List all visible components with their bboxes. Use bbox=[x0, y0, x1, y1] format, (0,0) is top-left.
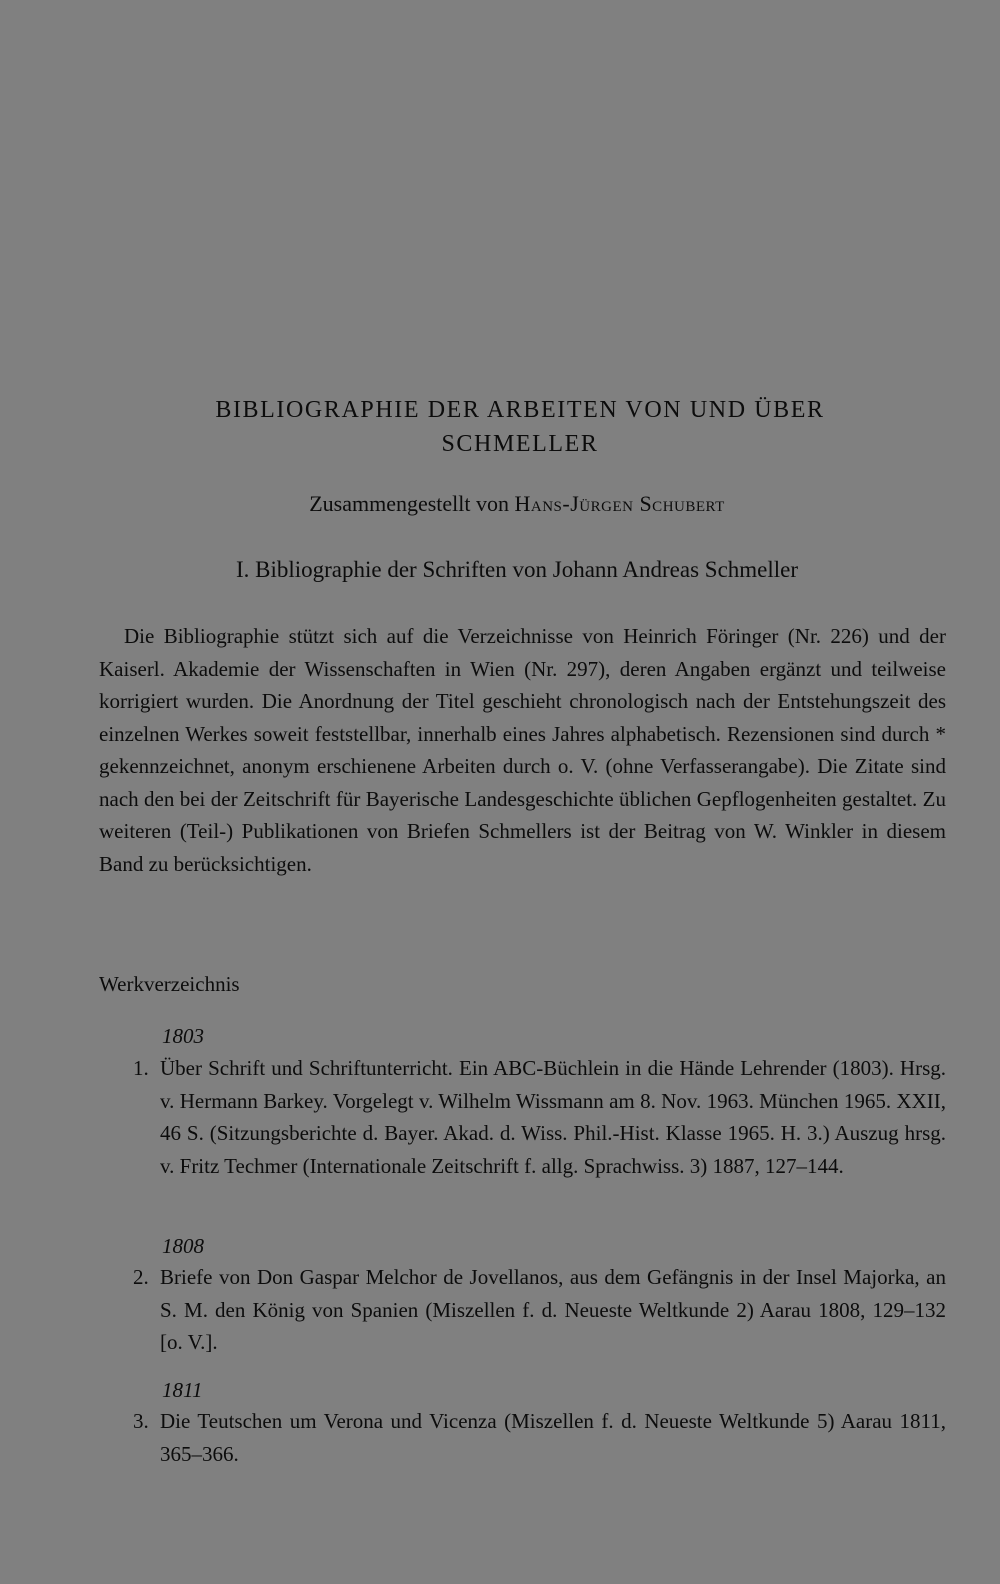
compiler-prefix: Zusammengestellt von bbox=[309, 491, 509, 516]
entry-number: 3. bbox=[133, 1409, 149, 1433]
entry-year: 1811 bbox=[162, 1378, 203, 1402]
entry-text: Die Teutschen um Verona und Vicenza (Miszellen f. d. Neueste Weltkunde 5) Aarau 1811, 365–366. bbox=[160, 1409, 946, 1466]
title-line-2: SCHMELLER bbox=[441, 431, 599, 457]
werkverzeichnis-heading: Werkverzeichnis bbox=[99, 972, 240, 996]
section-heading: I. Bibliographie der Schriften von Johann Andreas Schmeller bbox=[235, 557, 799, 582]
entry-number: 1. bbox=[133, 1056, 149, 1080]
bibliography-entry bbox=[133, 1261, 946, 1359]
entry-year: 1808 bbox=[162, 1234, 204, 1258]
entry-text: Briefe von Don Gaspar Melchor de Jovellanos, aus dem Gefängnis in der Insel Majorka, an S. M. den König von Spanien (Miszellen f. d. Neueste Weltkunde 2) Aarau 1808, 129–132 [o. V.]. bbox=[160, 1265, 946, 1354]
compiler-line bbox=[0, 490, 1000, 518]
entry-text: Über Schrift und Schriftunterricht. Ein ABC-Büchlein in die Hände Lehrender (1803). Hrsg. v. Hermann Barkey. Vorgelegt v. Wilhelm Wissmann am 8. Nov. 1963. München 1965. XXII, 46 S. (Sitzungsberichte d. Bayer. Akad. d. Wiss. Phil.-Hist. Klasse 1965. H. 3.) Auszug hrsg. v. Fritz Techmer (Internationale Zeitschrift f. allg. Sprachwiss. 3) 1887, 127–144. bbox=[160, 1056, 946, 1178]
compiler-name: Hans-Jürgen Schubert bbox=[514, 491, 725, 516]
title-line-1: BIBLIOGRAPHIE DER ARBEITEN VON UND ÜBER bbox=[215, 397, 825, 423]
bibliography-entry bbox=[133, 1052, 946, 1182]
page-title bbox=[0, 393, 1000, 461]
intro-paragraph: Die Bibliographie stützt sich auf die Verzeichnisse von Heinrich Föringer (Nr. 226) und der Kaiserl. Akademie der Wissenschaften in Wien (Nr. 297), deren Angaben ergänzt und teilweise korrigiert wurden. Die Anordnung der Titel geschieht chronologisch nach der Entstehungszeit des einzelnen Werkes soweit feststellbar, innerhalb eines Jahres alphabetisch. Rezensionen sind durch * gekennzeichnet, anonym erschienene Arbeiten durch o. V. (ohne Verfasserangabe). Die Zitate sind nach den bei der Zeitschrift für Bayerische Landesgeschichte üblichen Gepflogenheiten gestaltet. Zu weiteren (Teil-) Publikationen von Briefen Schmellers ist der Beitrag von W. Winkler in diesem Band zu berücksichtigen. bbox=[99, 624, 946, 876]
entry-year: 1803 bbox=[162, 1024, 204, 1048]
entry-number: 2. bbox=[133, 1265, 149, 1289]
bibliography-entry bbox=[133, 1405, 946, 1470]
